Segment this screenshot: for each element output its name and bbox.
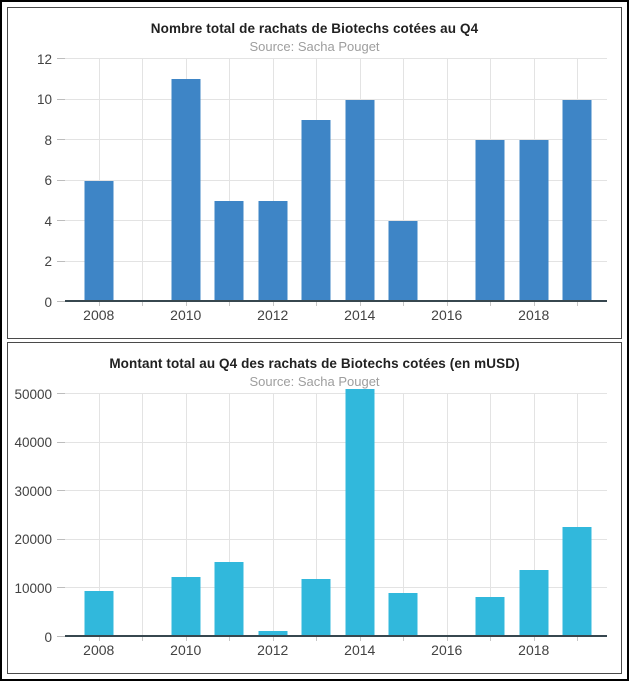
x-axis-line [65,300,607,302]
x-axis-label: 2012 [257,307,289,323]
bar-2018 [519,570,548,637]
bar-2019 [563,527,592,637]
bars-area [77,394,599,637]
chart-subtitle: Source: Sacha Pouget [249,39,380,54]
v-gridline [142,59,143,302]
y-axis-label: 8 [44,132,52,148]
y-axis-tick [57,180,65,181]
plot-area [14,386,607,658]
bar-2014 [345,389,374,637]
bar-2008 [84,181,113,303]
bar-2011 [215,562,244,637]
chart-panel-amount [7,342,622,674]
y-axis-label: 50000 [14,386,52,402]
x-axis-label: 2012 [257,642,289,658]
bars-area [77,59,599,302]
bar-2017 [476,140,505,302]
bar-2019 [563,100,592,303]
y-axis-label: 12 [36,51,52,67]
y-axis-tick [57,393,65,394]
plot-area [36,51,607,323]
bar-2014 [345,100,374,303]
y-axis-tick [57,539,65,540]
y-axis-label: 4 [44,213,52,229]
bar-2010 [171,577,200,637]
bar-2008 [84,591,113,637]
y-axis-label: 30000 [14,483,52,499]
bar-2015 [389,221,418,302]
chart-title: Montant total au Q4 des rachats de Biotechs cotées (en mUSD) [109,356,520,371]
bar-2013 [302,579,331,637]
y-axis-tick [57,490,65,491]
y-axis-tick [57,58,65,59]
y-axis-tick [57,442,65,443]
v-gridline [447,59,448,302]
x-axis-label: 2018 [518,307,550,323]
v-gridline [142,394,143,637]
x-axis-label: 2014 [344,307,376,323]
chart-subtitle: Source: Sacha Pouget [249,374,380,389]
y-axis-tick [57,139,65,140]
bar-2010 [171,79,200,302]
v-gridline [447,394,448,637]
y-axis-tick [57,301,65,302]
x-axis-label: 2016 [431,307,463,323]
x-axis-labels [77,302,599,328]
x-axis-labels [77,637,599,663]
y-axis-tick [57,636,65,637]
y-axis-label: 40000 [14,434,52,450]
y-axis-label: 20000 [14,532,52,548]
x-axis-label: 2014 [344,642,376,658]
y-axis-label: 10 [36,91,52,107]
y-axis-label: 0 [44,629,52,645]
y-axis-label: 2 [44,253,52,269]
bar-2018 [519,140,548,302]
y-axis-label: 10000 [14,580,52,596]
y-axis-tick [57,587,65,588]
bar-2013 [302,120,331,302]
y-axis-tick [57,99,65,100]
y-axis-tick [57,220,65,221]
bar-2011 [215,201,244,302]
y-axis-label: 6 [44,172,52,188]
bar-2017 [476,597,505,637]
y-axis-label: 0 [44,294,52,310]
x-axis-label: 2016 [431,642,463,658]
x-axis-label: 2010 [170,642,202,658]
x-axis-label: 2008 [83,307,115,323]
x-axis-label: 2018 [518,642,550,658]
bar-2015 [389,593,418,637]
v-gridline [273,394,274,637]
chart-title: Nombre total de rachats de Biotechs cotées au Q4 [150,21,479,36]
chart-panel-count [7,7,622,339]
y-axis-tick [57,261,65,262]
x-axis-label: 2010 [170,307,202,323]
x-axis-line [65,635,607,637]
x-axis-label: 2008 [83,642,115,658]
bar-2012 [258,201,287,302]
